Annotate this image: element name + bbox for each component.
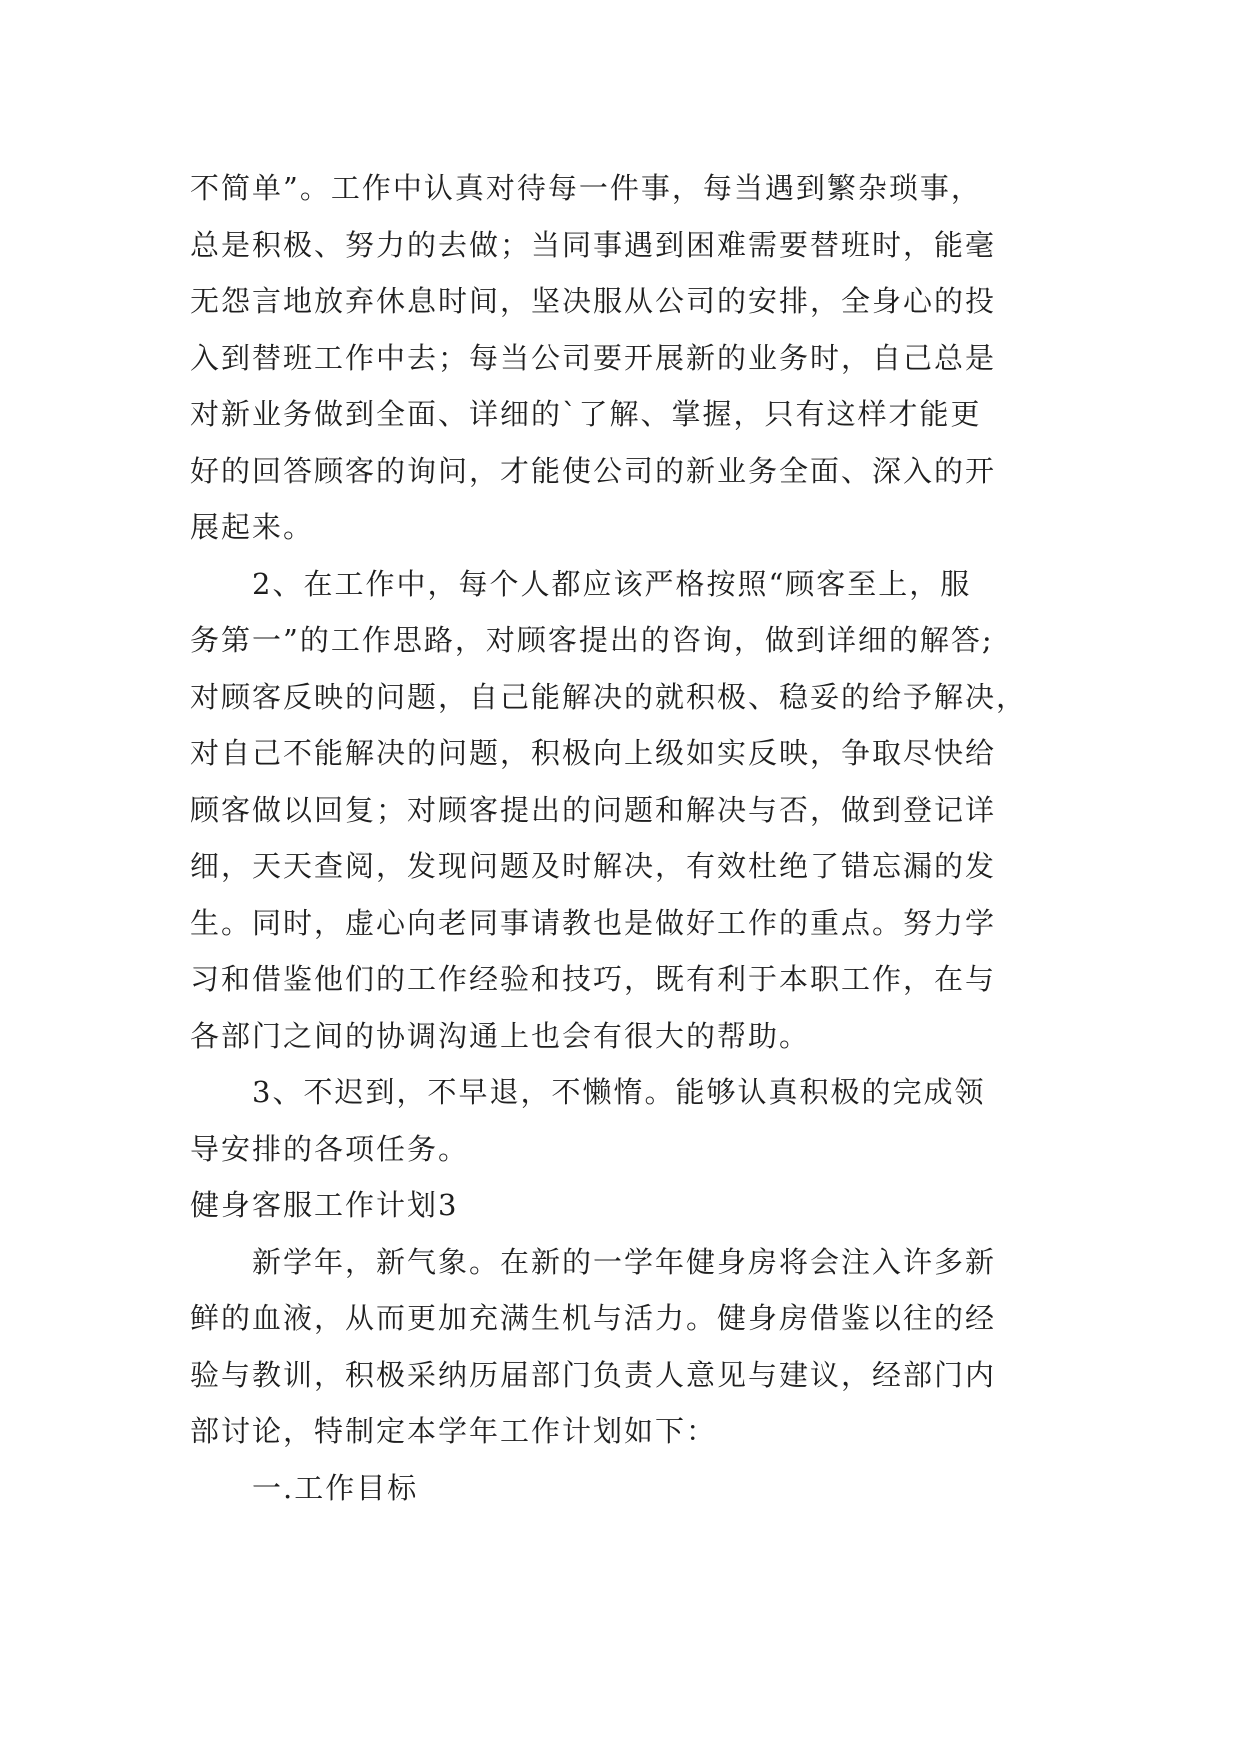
text-line: 入到替班工作中去；每当公司要开展新的业务时，自己总是	[190, 340, 997, 375]
text-line: 部讨论，特制定本学年工作计划如下：	[190, 1414, 718, 1448]
text-line: 生。同时，虚心向老同事请教也是做好工作的重点。努力学	[190, 905, 997, 940]
text-line: 无怨言地放弃休息时间，坚决服从公司的安排，全身心的投	[190, 284, 997, 318]
text-line: 不简单”。工作中认真对待每一件事，每当遇到繁杂琐事，	[190, 171, 982, 205]
text-line: 对顾客反映的问题，自己能解决的就积极、稳妥的给予解决，	[190, 679, 1028, 714]
text-line: 顾客做以回复；对顾客提出的问题和解决与否，做到登记详	[190, 792, 997, 827]
document-body	[190, 160, 1062, 1516]
text-line: 健身客服工作计划3	[190, 1188, 459, 1222]
text-line: 导安排的各项任务。	[190, 1131, 470, 1166]
text-line: 新学年，新气象。在新的一学年健身房将会注入许多新	[252, 1244, 997, 1279]
text-line: 鲜的血液，从而更加充满生机与活力。健身房借鉴以往的经	[190, 1301, 997, 1335]
text-line: 展起来。	[190, 510, 315, 544]
text-line: 3、不迟到，不早退，不懒惰。能够认真积极的完成领	[252, 1075, 986, 1109]
text-line: 对自己不能解决的问题，积极向上级如实反映，争取尽快给	[190, 736, 997, 770]
text-line: 验与教训，积极采纳历届部门负责人意见与建议，经部门内	[190, 1357, 997, 1392]
text-line: 2、在工作中，每个人都应该严格按照“顾客至上，服	[252, 566, 972, 601]
text-line: 好的回答顾客的询问，才能使公司的新业务全面、深入的开	[190, 453, 997, 488]
text-line: 一.工作目标	[252, 1470, 419, 1505]
text-line: 细，天天查阅，发现问题及时解决，有效杜绝了错忘漏的发	[190, 849, 997, 883]
text-line: 总是积极、努力的去做；当同事遇到困难需要替班时，能毫	[190, 227, 997, 262]
text-line: 习和借鉴他们的工作经验和技巧，既有利于本职工作，在与	[190, 962, 997, 996]
text-line: 对新业务做到全面、详细的`了解、掌握，只有这样才能更	[190, 397, 982, 431]
text-line: 务第一”的工作思路，对顾客提出的咨询，做到详细的解答;	[190, 623, 994, 657]
text-line: 各部门之间的协调沟通上也会有很大的帮助。	[190, 1018, 811, 1053]
